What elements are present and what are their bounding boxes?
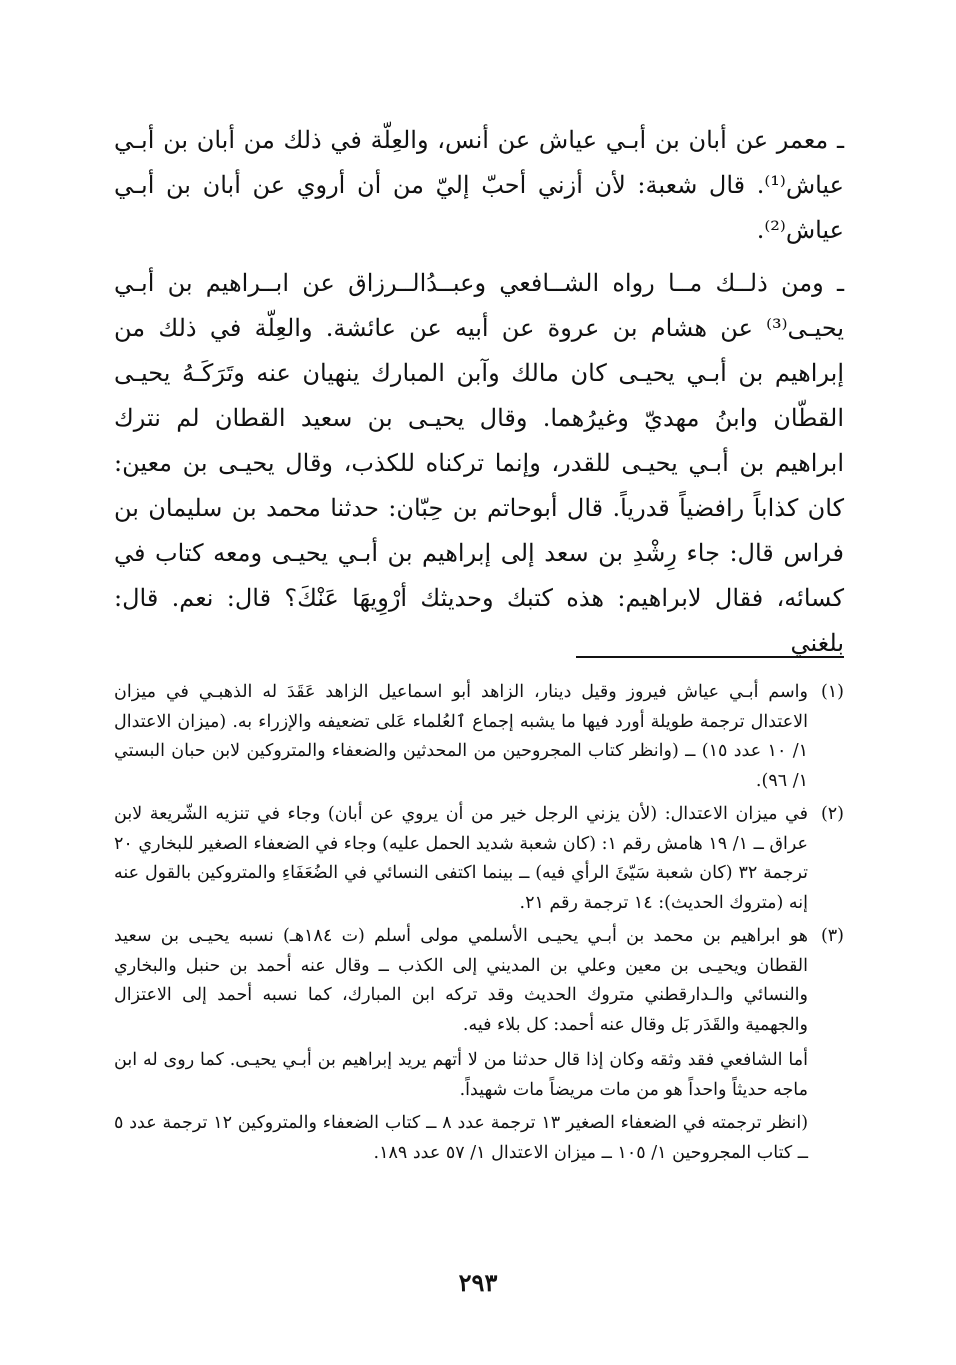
footnote-2-body [114, 800, 808, 922]
page-number: ٢٩٣ [458, 1268, 498, 1297]
footnote-1-text: واسم أبـي عياش فيروز وقيل دينار، الزاهد أبو اسماعيل الزاهد عَقَدَ له الذهبـي في ميزان الاعتدال ترجمة طويلة أورد فيها ما يشبه إجماع ٱلعُلماء عَلى تضعيفه والإزراء به. (ميزان الاعتدال ١/ ١٠ عدد ١٥) ــ (وانظر كتاب المجروحين من المحدثين والضعفاء والمتروكين لابن حبان البستي ١/ ٩٦). [114, 682, 809, 791]
footnote-3-number: (٣) [820, 926, 844, 946]
main-text [114, 118, 844, 674]
footnote-3-text: هو ابراهيم بن محمد بن أبـي يحيـى الأسلمي مولى أسلم (ت ١٨٤هـ) نسبه يحيـى بن سعيد القطان ويحيـى بن معين وعلي بن المديني إلى الكذب ــ وقال عنه أحمد بن حنبل والبخاري والنسائي والـدارقطني متروك الحديث وقد تركه ابن المبارك، كما نسبه أحمد إلى الاعتزال والجهمية والقَدَر بَل وقال عنه أحمد: كل بلاء فيه. [114, 926, 808, 1035]
footnote-3-body [114, 922, 808, 1044]
footnote-1-number: (١) [820, 682, 844, 702]
footnote-3-extra-1: أما الشافعي فقد وثقه وكان إذا قال حدثنا من لا أتهم يريد إبراهيم بن أبـي يحيـى. كما روى له ابن ماجه حديثاً واحداً هو من مات مريضاً مات شهيداً. [114, 1050, 808, 1100]
main-paragraph-2: ـ ومن ذلــك مــا رواه الشــافعي وعبــدُالــرزاق عن ابــراهيم بن أبـي يحيـى⁽³⁾ عن هشام بن عروة عن أبيه عن عائشة. والعِلّة في ذلك من إبراهيم بن أبـي يحيـى كان مالك وآبن المبارك ينهيان عنه وتَرَكَـهُ يحيـى القطّان وابنُ مهديّ وغيرُهما. وقال يحيـى بن سعيد القطان لم نترك ابراهيم بن أبـي يحيـى للقدر، وإنما تركناه للكذب، وقال يحيـى بن معين: كان كذاباً رافضياً قدرياً. قال أبوحاتم بن حِبّان: حدثنا محمد بن سليمان بن فراس قال: جاء رِشْدِ بن سعد إلى إبراهيم بن أبـي يحيـى ومعه كتاب في كسائه، فقال لابراهيم: هذه كتبك وحديثك أرْوِيهَا عَنْكَ؟ قال: نعم. قال: بلغني [114, 269, 845, 657]
footnote-1-body [114, 678, 808, 800]
footnote-3 [114, 922, 844, 1044]
footnote-2 [114, 800, 844, 922]
footnote-3-continuation [114, 1046, 808, 1168]
footnote-3-extra-2: (انظر ترجمته في الضعفاء الصغير ١٣ ترجمة عدد ٨ ــ كتاب الضعفاء والمتروكين ١٢ ترجمة عدد ٥ ــ كتاب المجروحين ١/ ١٠٥ ــ ميزان الاعتدال ١/ ٥٧ عدد ١٨٩. [114, 1113, 809, 1163]
footnotes [114, 678, 844, 1172]
footnote-1 [114, 678, 844, 800]
main-paragraph-1: ـ معمر عن أبان بن أبـي عياش عن أنس، والعِلّة في ذلك من أبان بن أبـي عياش⁽¹⁾. قال شعبة: لأن أزني أحبّ إليّ من أن أروي عن أبان بن أبـي عياش⁽²⁾. [114, 126, 844, 244]
footnote-2-number: (٢) [820, 804, 844, 824]
footnote-2-text: في ميزان الاعتدال: (لأن يزني الرجل خير من أن يروي عن أبان) وجاء في تنزيه الشّريعة لابن عراق ــ ١/ ١٩ هامش رقم ١: (كان شعبة شديد الحمل عليه) وجاء في الضعفاء الصغير للبخاري ٢٠ ترجمة ٣٢ (كان شعبة سَيّئَ الرأي فيه) ــ بينما اكتفى النسائي في الضُعَفَاءِ والمتروكين بالقول عنه إنه (متروك الحديث): ١٤ ترجمة رقم ٢١. [114, 804, 808, 913]
footnote-separator [576, 656, 844, 658]
